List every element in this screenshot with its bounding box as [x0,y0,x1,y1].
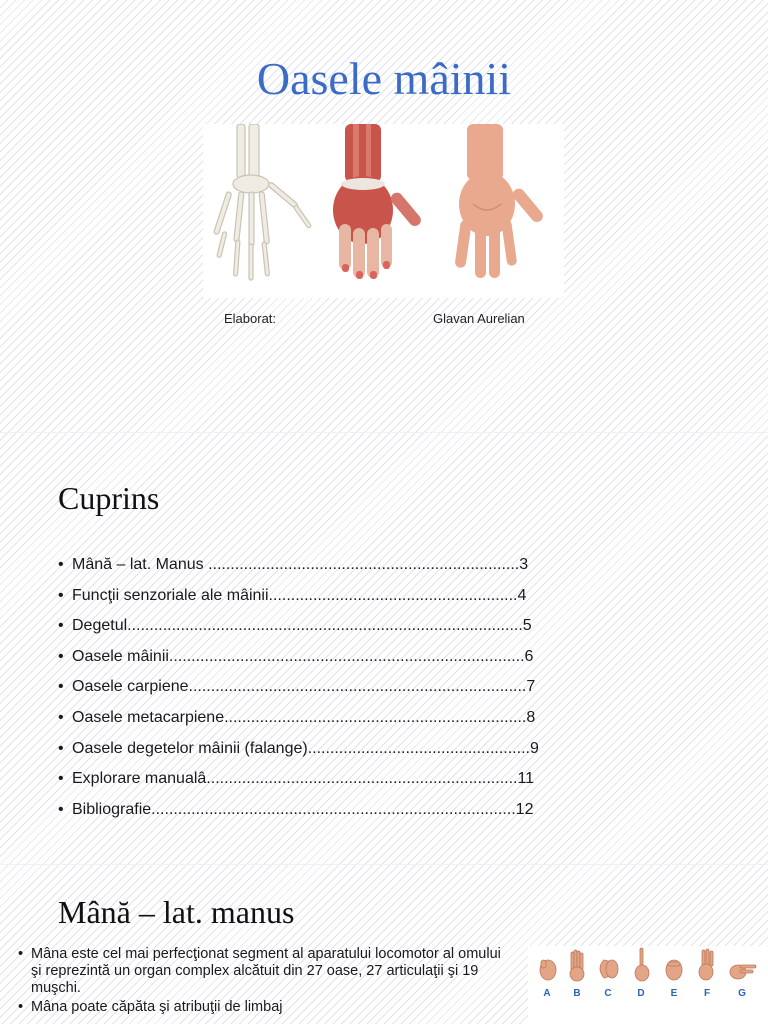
slide-title [0,0,768,432]
slide-mana [0,864,768,1024]
bullet-icon: • [58,586,64,604]
sign-letter-a: A [543,988,551,999]
bullet-icon: • [58,739,64,757]
toc-item [58,764,658,795]
bullet-icon: • [58,800,64,818]
sign-language-image [528,946,768,1024]
toc-item [58,703,658,734]
toc-item-text: Funcţii senzoriale ale mâinii........................................................4 [72,586,527,604]
sign-hand-g-icon [730,965,756,979]
presentation-title: Oasele mâinii [256,53,512,104]
toc-item-text: Oasele carpiene............................................................................7 [72,678,536,696]
toc-item [58,672,658,703]
sign-hand-e-icon [666,960,682,980]
sign-letter-d: D [637,988,645,999]
toc-item-text: Oasele degetelor mâinii (falange)..................................................9 [72,739,539,757]
slide-contents [0,432,768,864]
bullet-icon: • [18,946,24,962]
paragraph-text: Mâna poate căpăta şi atribuţii de limbaj [31,999,283,1015]
bullet-icon: • [58,556,64,573]
bullet-icon: • [58,770,64,788]
sign-hand-c-icon [600,960,618,978]
sign-hand-a-icon [540,960,556,980]
skeleton-hand-illustration [214,124,312,280]
sign-letter-e: E [670,988,678,999]
paragraph-item [18,946,508,997]
paragraph-item [18,999,508,1016]
skin-hand-illustration [454,124,545,278]
sign-letter-g: G [738,988,746,999]
sign-hand-b-icon [570,950,584,981]
toc-item [58,611,658,642]
toc-item [58,642,658,673]
section-paragraphs [18,946,508,1018]
bullet-icon: • [58,647,64,665]
toc-item [58,550,658,581]
author-name: Glavan Aurelian [433,311,525,326]
bullet-icon: • [18,999,24,1015]
toc-item [58,795,658,826]
toc-item-text: Oasele metacarpiene....................................................................8 [72,708,536,726]
sign-hand-d-icon [635,948,649,981]
muscle-hand-illustration [333,124,423,279]
sign-letter-f: F [703,988,711,999]
toc-item-text: Mână – lat. Manus ......................................................................3 [72,556,529,573]
table-of-contents [58,550,658,825]
sign-hand-f-icon [699,949,713,980]
paragraph-text: Mâna este cel mai perfecţionat segment al aparatului locomotor al omului şi reprezintă un organ complex alcătuit din 27 oase, 27 articulaţii şi 19 muşchi. [31,946,501,996]
toc-item-text: Bibliografie..................................................................................12 [72,800,534,818]
toc-item-text: Oasele mâinii................................................................................6 [72,647,534,665]
toc-item [58,581,658,612]
elaborat-label: Elaborat: [224,311,277,326]
sign-letter-b: B [573,988,581,999]
section-title: Mână – lat. manus [58,894,295,930]
bullet-icon: • [58,708,64,726]
bullet-icon: • [58,617,64,635]
toc-item-text: Explorare manualâ......................................................................11 [72,770,535,788]
hand-anatomy-image [203,124,564,298]
sign-letter-c: C [604,988,612,999]
toc-item-text: Degetul.........................................................................................5 [72,617,532,635]
contents-title: Cuprins [58,480,160,516]
bullet-icon: • [58,678,64,696]
toc-item [58,734,658,765]
